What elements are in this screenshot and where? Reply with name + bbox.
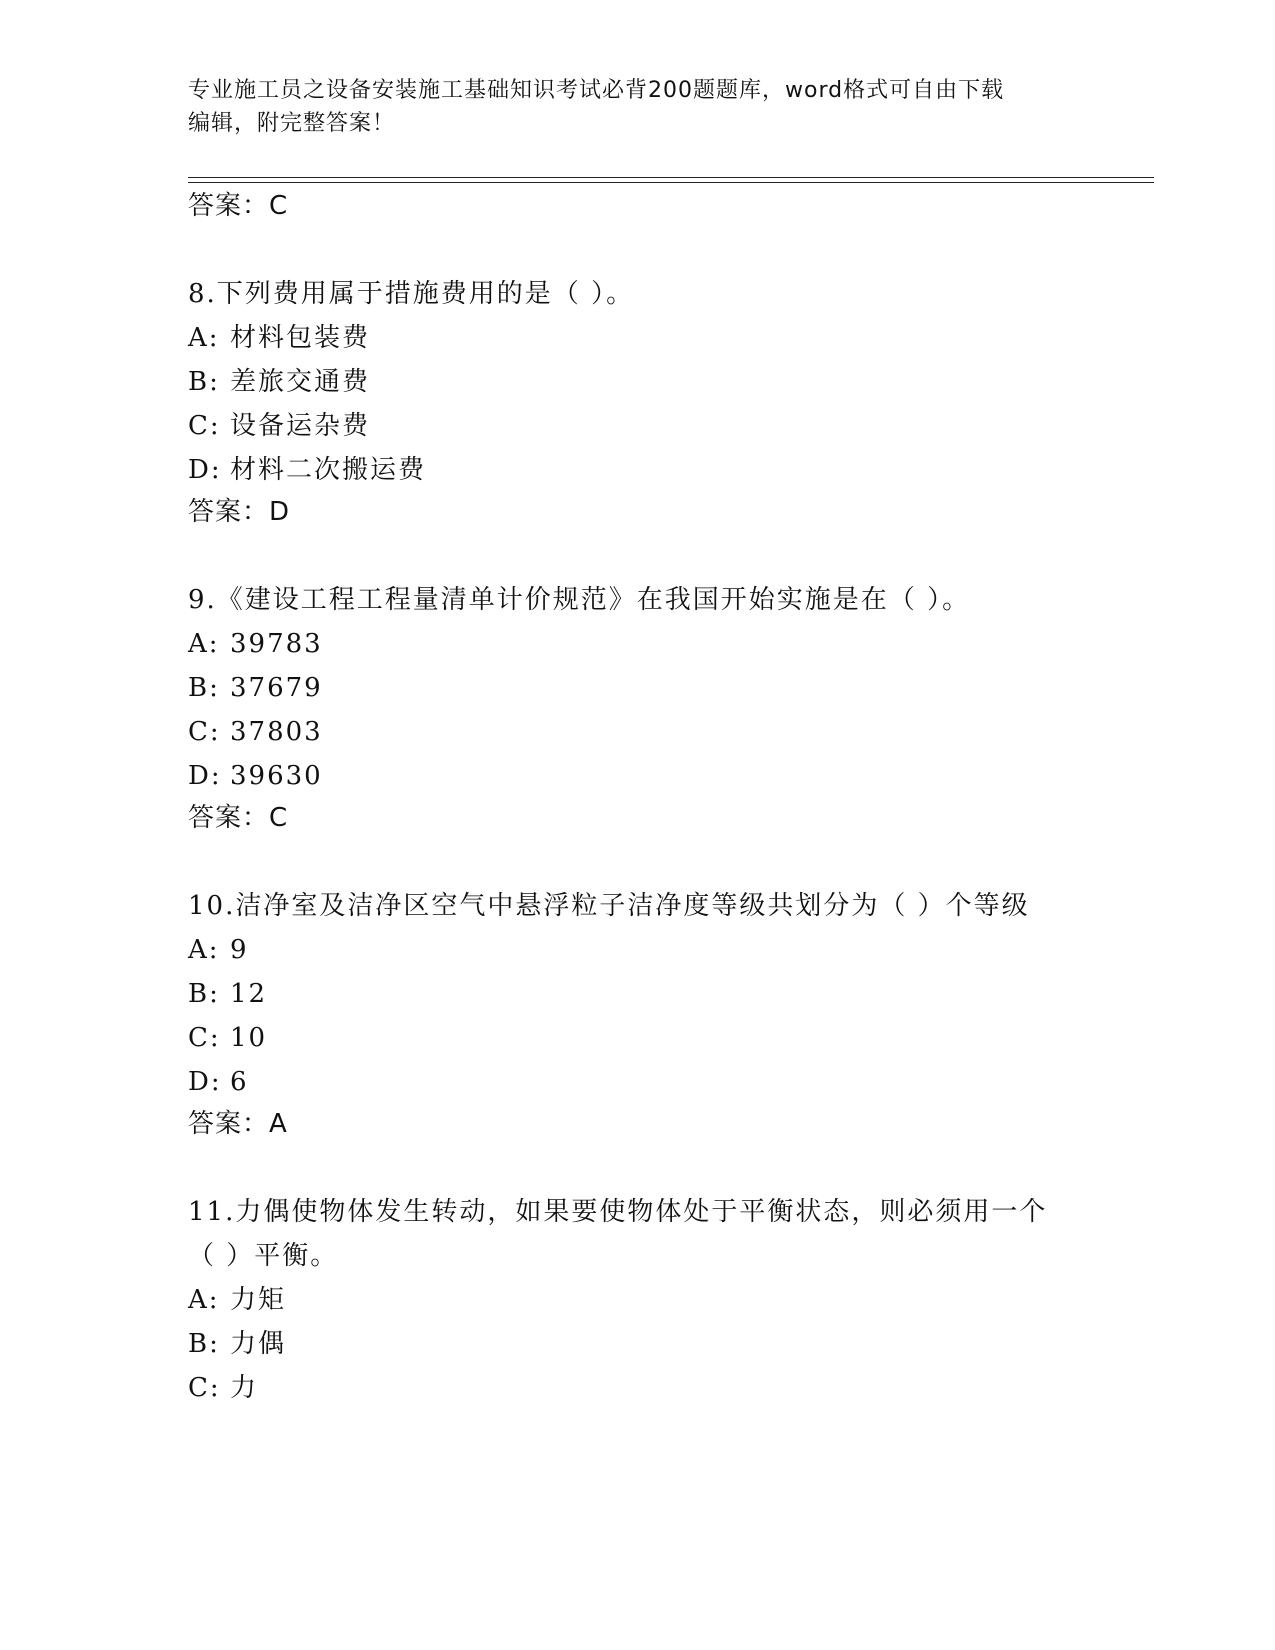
- option-label: A:: [188, 323, 220, 353]
- option-text: 力: [230, 1373, 259, 1403]
- option-text: 材料二次搬运费: [230, 455, 427, 485]
- option-text: 力矩: [230, 1285, 287, 1315]
- option-text: 6: [230, 1067, 249, 1097]
- option-b: [188, 1326, 286, 1362]
- option-text: 力偶: [230, 1329, 287, 1359]
- question-stem: 8.下列费用属于措施费用的是（ ）。: [188, 279, 635, 309]
- option-label: C:: [188, 1023, 221, 1053]
- option-label: B:: [188, 367, 220, 397]
- option-text: 9: [230, 935, 249, 965]
- header-divider-top: [188, 177, 1154, 178]
- option-a: [188, 320, 370, 356]
- option-b: [188, 976, 267, 1012]
- option-c: [188, 1370, 258, 1406]
- answer-line: 答案：C: [188, 191, 289, 221]
- header-line-2: 编辑，附完整答案！: [188, 111, 396, 136]
- option-d: [188, 758, 323, 794]
- option-text: 37679: [230, 673, 323, 703]
- option-b: [188, 364, 370, 400]
- option-label: A:: [188, 935, 220, 965]
- option-c: [188, 714, 323, 750]
- option-label: A:: [188, 1285, 220, 1315]
- option-a: [188, 932, 249, 968]
- option-label: C:: [188, 1373, 221, 1403]
- option-text: 材料包装费: [230, 323, 371, 353]
- option-a: [188, 626, 323, 662]
- option-a: [188, 1282, 286, 1318]
- question-stem: 10.洁净室及洁净区空气中悬浮粒子洁净度等级共划分为（ ）个等级: [188, 891, 1030, 921]
- answer-line: 答案：A: [188, 1109, 288, 1139]
- option-label: D:: [188, 1067, 222, 1097]
- header-divider-bottom: [188, 182, 1154, 183]
- option-text: 12: [230, 979, 268, 1009]
- option-label: B:: [188, 673, 220, 703]
- answer-line: 答案：D: [188, 497, 291, 527]
- document-header: [188, 74, 1068, 140]
- header-line-1: 专业施工员之设备安装施工基础知识考试必背200题题库，word格式可自由下载: [188, 78, 1005, 103]
- option-label: A:: [188, 629, 220, 659]
- question-stem-line-2: （ ）平衡。: [188, 1241, 339, 1271]
- option-label: C:: [188, 717, 221, 747]
- option-label: B:: [188, 1329, 220, 1359]
- option-b: [188, 670, 323, 706]
- option-d: [188, 1064, 249, 1100]
- option-label: C:: [188, 411, 221, 441]
- option-c: [188, 408, 370, 444]
- option-text: 39783: [230, 629, 323, 659]
- option-text: 10: [230, 1023, 268, 1053]
- option-d: [188, 452, 426, 488]
- option-label: B:: [188, 979, 220, 1009]
- question-stem-line-1: 11.力偶使物体发生转动，如果要使物体处于平衡状态，则必须用一个: [188, 1197, 1048, 1227]
- option-label: D:: [188, 455, 222, 485]
- option-text: 37803: [230, 717, 323, 747]
- option-c: [188, 1020, 267, 1056]
- option-text: 差旅交通费: [230, 367, 371, 397]
- option-text: 39630: [230, 761, 323, 791]
- option-label: D:: [188, 761, 222, 791]
- option-text: 设备运杂费: [230, 411, 371, 441]
- answer-line: 答案：C: [188, 803, 289, 833]
- question-stem: 9.《建设工程工程量清单计价规范》在我国开始实施是在（ ）。: [188, 585, 971, 615]
